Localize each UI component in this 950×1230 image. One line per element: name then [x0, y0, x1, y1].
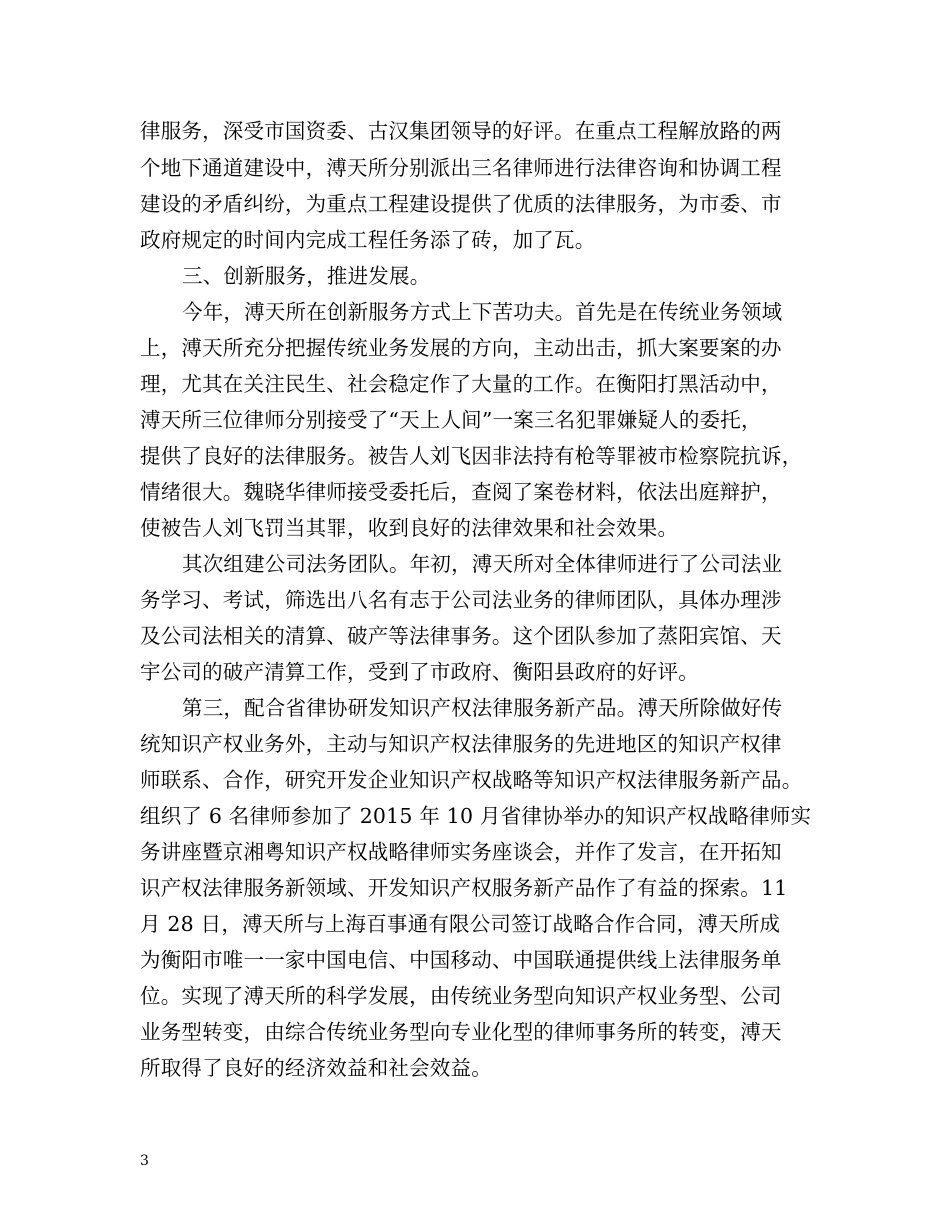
- text-line: 第三，配合省律协研发知识产权法律服务新产品。溥天所除做好传: [182, 696, 783, 720]
- text-line: 识产权法律服务新领域、开发知识产权服务新产品作了有益的探索。11: [140, 876, 788, 900]
- text-line: 宇公司的破产清算工作，受到了市政府、衡阳县政府的好评。: [140, 660, 699, 684]
- text-line: 统知识产权业务外，主动与知识产权法律服务的先进地区的知识产权律: [140, 732, 782, 756]
- text-line: 其次组建公司法务团队。年初，溥天所对全体律师进行了公司法业: [182, 552, 783, 576]
- text-line: 上，溥天所充分把握传统业务发展的方向，主动出击，抓大案要案的办: [140, 336, 782, 360]
- text-line: 使被告人刘飞罚当其罪，收到良好的法律效果和社会效果。: [140, 516, 679, 540]
- text-line: 所取得了良好的经济效益和社会效益。: [140, 1056, 492, 1080]
- text-line: 及公司法相关的清算、破产等法律事务。这个团队参加了蒸阳宾馆、天: [140, 624, 782, 648]
- text-line: 情绪很大。魏晓华律师接受委托后，查阅了案卷材料，依法出庭辩护，: [140, 480, 782, 504]
- text-line: 政府规定的时间内完成工程任务添了砖，加了瓦。: [140, 228, 596, 252]
- text-line: 月 28 日，溥天所与上海百事通有限公司签订战略合作合同，溥天所成: [140, 912, 781, 936]
- text-line: 溥天所三位律师分别接受了“天上人间”一案三名犯罪嫌疑人的委托，: [140, 408, 762, 432]
- section-heading: 三、创新服务，推进发展。: [182, 264, 431, 288]
- text-line: 建设的矛盾纠纷，为重点工程建设提供了优质的法律服务，为市委、市: [140, 192, 782, 216]
- page-number: 3: [140, 1153, 149, 1169]
- text-line: 为衡阳市唯一一家中国电信、中国移动、中国联通提供线上法律服务单: [140, 948, 782, 972]
- text-line: 务讲座暨京湘粤知识产权战略律师实务座谈会，并作了发言，在开拓知: [140, 840, 782, 864]
- text-line: 师联系、合作，研究开发企业知识产权战略等知识产权法律服务新产品。: [140, 768, 803, 792]
- text-line: 位。实现了溥天所的科学发展，由传统业务型向知识产权业务型、公司: [140, 984, 782, 1008]
- text-line: 组织了 6 名律师参加了 2015 年 10 月省律协举办的知识产权战略律师实: [140, 804, 812, 828]
- text-line: 今年，溥天所在创新服务方式上下苦功夫。首先是在传统业务领域: [182, 300, 783, 324]
- text-line: 个地下通道建设中，溥天所分别派出三名律师进行法律咨询和协调工程: [140, 156, 782, 180]
- text-line: 理，尤其在关注民生、社会稳定作了大量的工作。在衡阳打黑活动中，: [140, 372, 782, 396]
- text-line: 提供了良好的法律服务。被告人刘飞因非法持有枪等罪被市检察院抗诉，: [140, 444, 803, 468]
- text-line: 务学习、考试，筛选出八名有志于公司法业务的律师团队，具体办理涉: [140, 588, 782, 612]
- text-line: 业务型转变，由综合传统业务型向专业化型的律师事务所的转变，溥天: [140, 1020, 782, 1044]
- text-line: 律服务，深受市国资委、古汉集团领导的好评。在重点工程解放路的两: [140, 119, 782, 143]
